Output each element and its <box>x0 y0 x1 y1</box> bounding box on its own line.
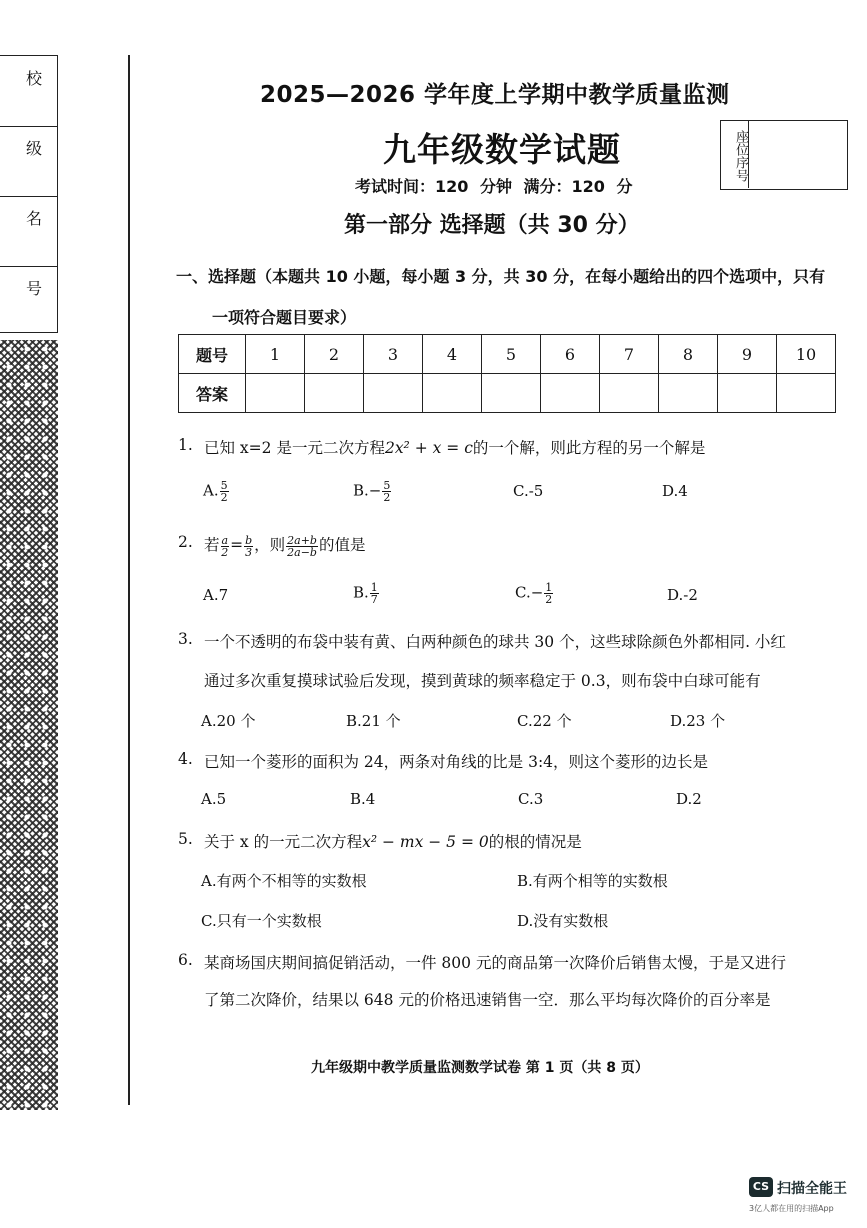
question-number-cell: 6 <box>541 335 600 374</box>
answer-cell[interactable] <box>364 374 423 413</box>
question-number-cell: 10 <box>777 335 836 374</box>
question-text: 已知一个菱形的面积为 24，两条对角线的比是 3:4，则这个菱形的边长是 <box>204 753 709 771</box>
section-instructions-line2: 一项符合题目要求） <box>212 308 357 327</box>
option-a[interactable]: A.20 个 <box>201 712 256 730</box>
denominator: 7 <box>370 593 378 606</box>
option-d[interactable]: D.2 <box>676 790 702 808</box>
option-a[interactable] <box>203 480 230 503</box>
option-c[interactable]: C.-5 <box>513 482 544 500</box>
question-number: 5. <box>178 830 193 848</box>
question-text <box>204 436 705 458</box>
option-b[interactable] <box>353 480 392 503</box>
denominator: 2 <box>220 491 228 504</box>
class-label: 级 <box>26 139 43 158</box>
numerator: 2a+b <box>287 533 317 547</box>
question-number: 3. <box>178 630 193 648</box>
question-text-part: 已知 x=2 是一元二次方程 <box>204 439 385 457</box>
answer-cell[interactable] <box>423 374 482 413</box>
camscanner-name: 扫描全能王 <box>777 1181 847 1197</box>
name-label: 名 <box>26 209 43 228</box>
question-text-line1: 一个不透明的布袋中装有黄、白两种颜色的球共 30 个，这些球除颜色外都相同. 小红 <box>204 633 786 651</box>
numerator: a <box>221 533 229 547</box>
answer-cell[interactable] <box>246 374 305 413</box>
question-text-part: 的根的情况是 <box>488 833 582 851</box>
denominator: 3 <box>245 545 253 559</box>
fraction <box>286 535 318 558</box>
denominator: 2 <box>545 593 553 606</box>
answer-table <box>178 334 836 413</box>
denominator: 2a−b <box>287 545 317 559</box>
answer-cell[interactable] <box>541 374 600 413</box>
question-number-row <box>179 335 836 374</box>
question-text-line2: 通过多次重复摸球试验后发现，摸到黄球的频率稳定于 0.3，则布袋中白球可能有 <box>204 672 761 690</box>
class-cell <box>0 126 57 197</box>
option-d[interactable]: D.没有实数根 <box>517 912 609 930</box>
student-info-box <box>0 55 58 333</box>
denominator: 2 <box>221 545 229 559</box>
answer-cell[interactable] <box>482 374 541 413</box>
question-text-part: 的值是 <box>318 536 366 554</box>
question-number-cell: 4 <box>423 335 482 374</box>
option-b[interactable]: B.有两个相等的实数根 <box>517 872 668 890</box>
equation: x² − mx − 5 = 0 <box>362 833 489 851</box>
option-prefix: C.− <box>515 583 544 602</box>
question-text-part: 的一个解，则此方程的另一个解是 <box>472 439 706 457</box>
number-cell <box>0 266 57 332</box>
part-heading: 第一部分 选择题（共 30 分） <box>344 213 640 238</box>
exam-year-heading: 2025—2026 学年度上学期中教学质量监测 <box>260 82 730 108</box>
numerator: 1 <box>545 581 553 594</box>
option-c[interactable]: C.3 <box>518 790 544 808</box>
option-b[interactable]: B.21 个 <box>346 712 401 730</box>
answer-cell[interactable] <box>718 374 777 413</box>
answer-cell[interactable] <box>600 374 659 413</box>
question-number: 2. <box>178 533 193 551</box>
numerator: 5 <box>383 479 391 492</box>
question-number-cell: 3 <box>364 335 423 374</box>
question-number-cell: 1 <box>246 335 305 374</box>
question-text-line1: 某商场国庆期间搞促销活动，一件 800 元的商品第一次降价后销售太慢，于是又进行 <box>204 954 786 972</box>
question-number-cell: 9 <box>718 335 777 374</box>
question-text-part: ，则 <box>254 536 286 554</box>
binding-line <box>128 55 130 1105</box>
option-a[interactable]: A.7 <box>203 586 229 604</box>
option-d[interactable]: D.-2 <box>667 586 698 604</box>
question-text-part: 关于 x 的一元二次方程 <box>204 833 363 851</box>
option-a[interactable]: A.有两个不相等的实数根 <box>201 872 367 890</box>
fraction <box>244 535 253 558</box>
camscanner-tagline: 3亿人都在用的扫描App <box>749 1204 834 1213</box>
section-instructions-line1: 一、选择题（本题共 10 小题，每小题 3 分，共 30 分，在每小题给出的四个选项中，只有 <box>176 267 826 286</box>
option-c[interactable]: C.22 个 <box>517 712 572 730</box>
question-number-cell: 2 <box>305 335 364 374</box>
option-d[interactable]: D.23 个 <box>670 712 726 730</box>
seat-number-box <box>720 120 848 190</box>
question-number: 6. <box>178 951 193 969</box>
binding-pattern <box>0 340 58 1110</box>
option-prefix: B.− <box>353 481 382 500</box>
numerator: 5 <box>220 479 228 492</box>
question-number: 4. <box>178 750 193 768</box>
option-a[interactable]: A.5 <box>201 790 227 808</box>
fraction <box>382 480 391 503</box>
question-number-cell: 5 <box>482 335 541 374</box>
school-cell <box>0 56 57 127</box>
question-text-part: 若 <box>204 536 220 554</box>
answer-cell[interactable] <box>659 374 718 413</box>
exam-meta: 考试时间：120 分钟 满分：120 分 <box>355 177 633 196</box>
option-d[interactable]: D.4 <box>662 482 688 500</box>
question-number-head: 题号 <box>179 335 246 374</box>
question-text <box>204 533 365 558</box>
answer-cell[interactable] <box>777 374 836 413</box>
numerator: b <box>245 533 253 547</box>
answer-cell[interactable] <box>305 374 364 413</box>
question-number: 1. <box>178 436 193 454</box>
seat-number-label: 座位序号 <box>721 121 749 188</box>
camscanner-logo-icon: CS <box>749 1177 773 1197</box>
option-prefix: A. <box>203 481 219 500</box>
numerator: 1 <box>370 581 378 594</box>
denominator: 2 <box>383 491 391 504</box>
equals-sign: = <box>230 536 244 554</box>
page-footer: 九年级期中教学质量监测数学试卷 第 1 页（共 8 页） <box>311 1060 649 1076</box>
question-text <box>204 830 582 852</box>
school-label: 校 <box>26 69 43 88</box>
question-number-cell: 7 <box>600 335 659 374</box>
answer-head: 答案 <box>179 374 246 413</box>
fraction <box>220 480 229 503</box>
equation: 2x² + x = c <box>384 439 473 457</box>
option-b[interactable]: B.4 <box>350 790 376 808</box>
name-cell <box>0 196 57 267</box>
answer-row <box>179 374 836 413</box>
option-c[interactable] <box>515 582 554 605</box>
fraction <box>544 582 553 605</box>
fraction <box>221 535 230 558</box>
option-c[interactable]: C.只有一个实数根 <box>201 912 322 930</box>
question-number-cell: 8 <box>659 335 718 374</box>
question-text-line2: 了第二次降价，结果以 648 元的价格迅速销售一空．那么平均每次降价的百分率是 <box>204 991 771 1009</box>
exam-title: 九年级数学试题 <box>383 130 621 169</box>
fraction <box>370 582 379 605</box>
number-label: 号 <box>26 279 43 298</box>
option-b[interactable] <box>353 582 380 605</box>
option-prefix: B. <box>353 583 369 602</box>
